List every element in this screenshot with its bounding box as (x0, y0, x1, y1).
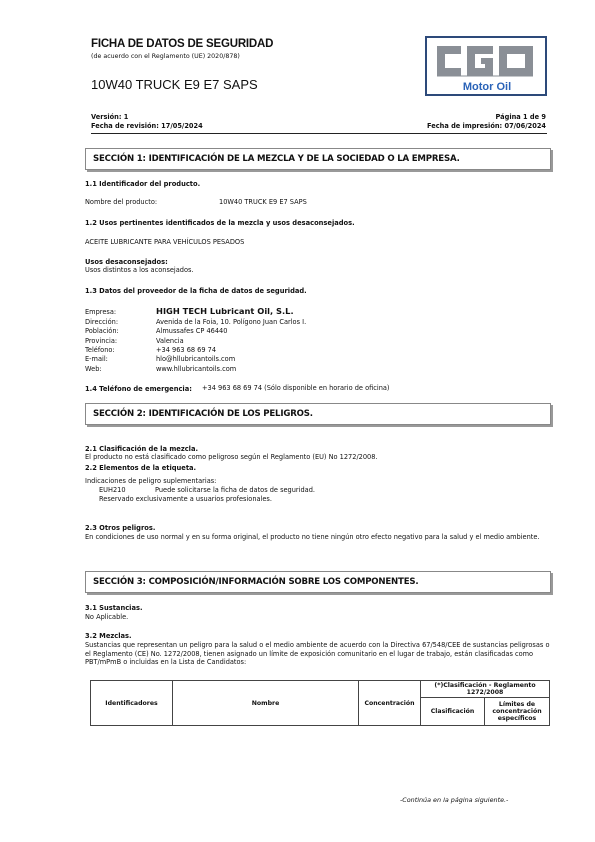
version-label: Versión: 1 (91, 113, 129, 121)
page-number: Página 1 de 9 (495, 113, 546, 121)
email-link[interactable]: hlo@hllubricantoils.com (156, 355, 236, 363)
section-1-header (85, 148, 551, 170)
col-header-concentration-limits: Límites de concentración específicos (485, 698, 550, 726)
disuse-title: Usos desaconsejados: (85, 258, 168, 266)
identified-use: ACEITE LUBRICANTE PARA VEHÍCULOS PESADOS (85, 238, 245, 246)
section-3-title: SECCIÓN 3: COMPOSICIÓN/INFORMACIÓN SOBRE LOS COMPONENTES. (93, 577, 419, 587)
product-name-label: Nombre del producto: (85, 198, 158, 206)
province-label: Provincia: (85, 337, 118, 345)
document-title: FICHA DE DATOS DE SEGURIDAD (91, 38, 274, 50)
professional-use-note: Reservado exclusivamente a usuarios profesionales. (99, 495, 272, 503)
euh-text: Puede solicitarse la ficha de datos de seguridad. (155, 486, 315, 494)
subsection-2-3-title: 2.3 Otros peligros. (85, 524, 156, 532)
revision-date: Fecha de revisión: 17/05/2024 (91, 122, 203, 130)
col-header-regulation: (*)Clasificación - Reglamento 1272/2008 (421, 681, 550, 698)
other-hazards-text: En condiciones de uso normal y en su forma original, el producto no tiene ningún otro efecto negativo para la salud y el medio ambiente. (85, 533, 540, 541)
address-value: Avenida de la Foia, 10. Polígono Juan Carlos I. (156, 318, 307, 326)
composition-table (90, 680, 550, 726)
product-name-value: 10W40 TRUCK E9 E7 SAPS (219, 198, 307, 206)
subsection-2-1-title: 2.1 Clasificación de la mezcla. (85, 445, 199, 453)
subsection-3-1-title: 3.1 Sustancias. (85, 604, 143, 612)
substances-text: No Aplicable. (85, 613, 129, 621)
subsection-1-2-title: 1.2 Usos pertinentes identificados de la mezcla y usos desaconsejados. (85, 219, 355, 227)
classification-text: El producto no está clasificado como peligroso según el Reglamento (EU) No 1272/2008. (85, 453, 378, 461)
subsection-3-2-title: 3.2 Mezclas. (85, 632, 132, 640)
cgo-logo-graphic (427, 38, 545, 94)
col-header-classification: Clasificación (421, 698, 485, 726)
col-header-identifiers: Identificadores (91, 681, 173, 726)
emergency-phone: +34 963 68 69 74 (Sólo disponible en horario de oficina) (202, 384, 390, 392)
web-label: Web: (85, 365, 102, 373)
subsection-2-2-title: 2.2 Elementos de la etiqueta. (85, 464, 197, 472)
euh-code: EUH210 (99, 486, 126, 494)
disuse-text: Usos distintos a los aconsejados. (85, 266, 194, 274)
subsection-1-4-title: 1.4 Teléfono de emergencia: (85, 385, 192, 393)
address-label: Dirección: (85, 318, 119, 326)
section-2-header (85, 403, 551, 425)
web-link[interactable]: www.hllubricantoils.com (156, 365, 237, 373)
company-logo (425, 36, 547, 96)
town-value: Almussafes CP 46440 (156, 327, 228, 335)
section-1-title: SECCIÓN 1: IDENTIFICACIÓN DE LA MEZCLA Y DE LA SOCIEDAD O LA EMPRESA. (93, 154, 460, 164)
town-label: Población: (85, 327, 119, 335)
col-header-concentration: Concentración (359, 681, 421, 726)
print-date: Fecha de impresión: 07/06/2024 (427, 122, 546, 130)
col-header-name: Nombre (173, 681, 359, 726)
company-name: HIGH TECH Lubricant Oil, S.L. (156, 306, 294, 316)
indications-label: Indicaciones de peligro suplementarias: (85, 477, 217, 485)
product-name-heading: 10W40 TRUCK E9 E7 SAPS (91, 77, 258, 92)
email-label: E-mail: (85, 355, 108, 363)
subsection-1-1-title: 1.1 Identificador del producto. (85, 180, 201, 188)
regulation-subtitle: (de acuerdo con el Reglamento (UE) 2020/878) (91, 53, 240, 60)
phone-value: +34 963 68 69 74 (156, 346, 217, 354)
company-label: Empresa: (85, 308, 117, 316)
phone-label: Teléfono: (85, 346, 115, 354)
header-divider (91, 133, 547, 134)
section-3-header (85, 571, 551, 593)
section-2-title: SECCIÓN 2: IDENTIFICACIÓN DE LOS PELIGROS. (93, 409, 313, 419)
continued-footer: -Continúa en la página siguiente.- (400, 796, 509, 804)
logo-text: Motor Oil (462, 81, 512, 93)
province-value: Valencia (156, 337, 184, 345)
mixtures-text: Sustancias que representan un peligro para la salud o el medio ambiente de acuerdo con la Directiva 67/548/CEE de sustancias peligrosas o el Reglamento (CE) No. 1272/2008, tienen asignado un límite de exposición comunitario en el lugar de trabajo, están clasificadas como PBT/mPmB o incluidas en la Lista de Candidatos: (85, 641, 550, 667)
subsection-1-3-title: 1.3 Datos del proveedor de la ficha de datos de seguridad. (85, 287, 307, 295)
